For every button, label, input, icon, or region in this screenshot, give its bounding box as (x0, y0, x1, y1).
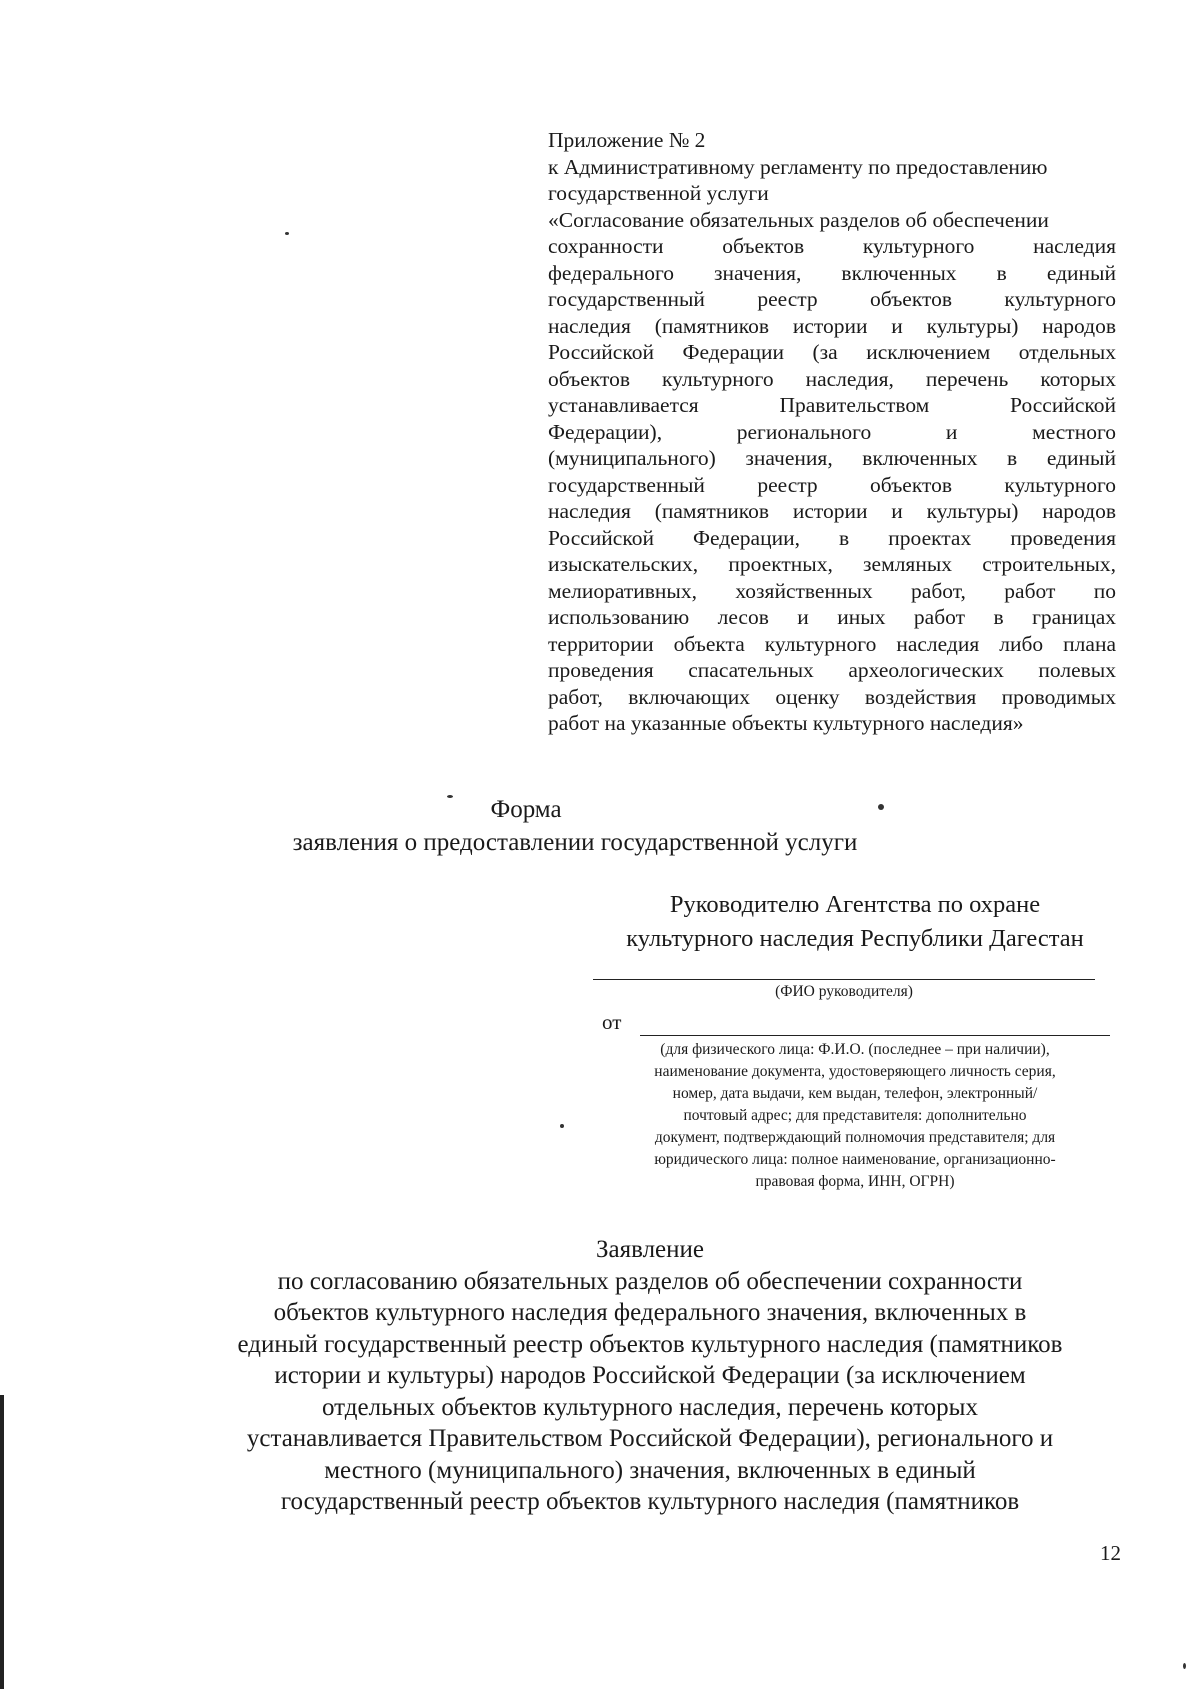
form-title-word: Форма (490, 796, 562, 823)
page-number: 12 (1100, 1541, 1121, 1565)
scan-speck (560, 1124, 564, 1128)
recipient-block (590, 888, 1120, 956)
statement-title: Заявление (595, 1236, 705, 1263)
statement-line: истории и культуры) народов Российской Федерации (за исключением (274, 1362, 1026, 1389)
appendix-line: Федерации), регионального и местного (548, 419, 1116, 444)
appendix-line: наследия (памятников истории и культуры) народов (548, 499, 1116, 523)
scan-edge-mark (0, 1395, 4, 1689)
appendix-line: к Административному регламенту по предоставлению (548, 154, 1048, 179)
statement-line: единый государственный реестр объектов культурного наследия (памятников (237, 1330, 1063, 1358)
appendix-line: государственный реестр объектов культурного (548, 472, 1116, 497)
statement-line: устанавливается Правительством Российской Федерации), регионального и (246, 1425, 1054, 1452)
appendix-line: работ, включающих оценку воздействия проводимых (548, 684, 1116, 709)
from-label: от (602, 1010, 622, 1034)
appendix-line: Российской Федерации, в проектах проведения (548, 525, 1116, 550)
form-title-subtitle: заявления о предоставлении государственной услуги (292, 829, 858, 856)
appendix-line: проведения спасательных археологических полевых (548, 658, 1116, 682)
appendix-line: территории объекта культурного наследия либо плана (548, 631, 1116, 656)
applicant-note-line: документ, подтверждающий полномочия представителя; для (654, 1129, 1056, 1146)
applicant-note-line: почтовый адрес; для представителя: дополнительно (683, 1107, 1027, 1124)
director-name-blank (593, 979, 1095, 980)
statement-line: объектов культурного наследия федерального значения, включенных в (273, 1299, 1027, 1326)
statement-block (160, 1234, 1140, 1518)
appendix-line: работ на указанные объекты культурного наследия» (548, 711, 1024, 735)
applicant-note-line: юридического лица: полное наименование, организационно- (654, 1151, 1056, 1168)
appendix-line: изыскательских, проектных, земляных строительных, (548, 552, 1116, 576)
appendix-header (548, 127, 1116, 737)
appendix-line: (муниципального) значения, включенных в единый (548, 446, 1116, 470)
appendix-line: государственный реестр объектов культурного (548, 287, 1116, 311)
recipient-line: Руководителю Агентства по охране (669, 891, 1041, 918)
statement-line: государственный реестр объектов культурного наследия (памятников (280, 1488, 1020, 1515)
appendix-line: «Согласование обязательных разделов об обеспечении (548, 207, 1049, 232)
applicant-note-line: (для физического лица: Ф.И.О. (последнее – при наличии), (660, 1041, 1050, 1058)
applicant-note-line: наименование документа, удостоверяющего личность серия, (654, 1063, 1056, 1080)
appendix-line: федерального значения, включенных в единый (548, 260, 1116, 285)
applicant-blank (640, 1035, 1110, 1036)
director-name-caption: (ФИО руководителя) (775, 983, 913, 1000)
appendix-line: объектов культурного наследия, перечень которых (548, 366, 1116, 391)
applicant-note (590, 1039, 1120, 1193)
appendix-line: государственной услуги (548, 181, 769, 205)
statement-line: по согласованию обязательных разделов об обеспечении сохранности (277, 1267, 1023, 1295)
appendix-line: Российской Федерации (за исключением отдельных (548, 340, 1116, 364)
statement-line: местного (муниципального) значения, включенных в единый (324, 1456, 976, 1484)
appendix-number: Приложение № 2 (548, 128, 706, 152)
applicant-note-line: номер, дата выдачи, кем выдан, телефон, электронный/ (672, 1085, 1038, 1102)
appendix-line: наследия (памятников истории и культуры) народов (548, 313, 1116, 338)
appendix-line: мелиоративных, хозяйственных работ, работ по (548, 578, 1116, 603)
applicant-note-line: правовая форма, ИНН, ОГРН) (755, 1173, 955, 1190)
statement-line: отдельных объектов культурного наследия, перечень которых (322, 1393, 978, 1421)
scan-speck (285, 232, 289, 235)
appendix-line: сохранности объектов культурного наследия (548, 234, 1116, 258)
appendix-line: устанавливается Правительством Российской (548, 393, 1116, 417)
recipient-line: культурного наследия Республики Дагестан (626, 925, 1084, 952)
scan-speck (1183, 1663, 1186, 1669)
appendix-line: использованию лесов и иных работ в границах (548, 605, 1116, 629)
form-title (0, 795, 1200, 858)
